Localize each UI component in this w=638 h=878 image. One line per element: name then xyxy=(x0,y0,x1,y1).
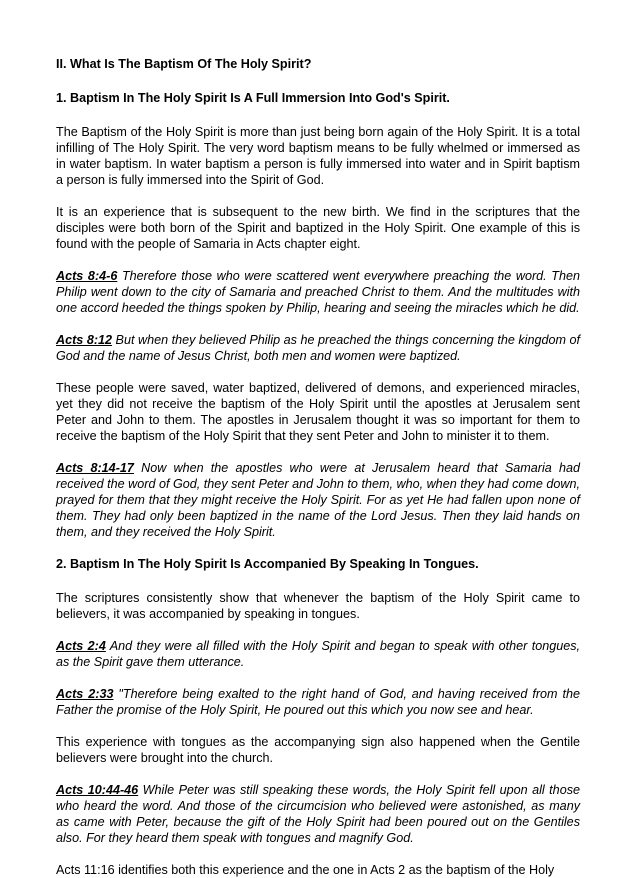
paragraph-baptism-definition: The Baptism of the Holy Spirit is more than just being born again of the Holy Spirit. It is a total infilling of The Holy Spirit. The very word baptism means to be fully whelmed or immersed as in water baptism. In water baptism a person is fully immersed into water and in Spirit baptism a person is fully immersed into the Spirit of God. xyxy=(56,125,580,187)
scripture-quote-acts-8-4 xyxy=(56,268,580,316)
paragraph-acts-11-16: Acts 11:16 identifies both this experience and the one in Acts 2 as the baptism of the Holy xyxy=(56,863,555,877)
scripture-quote-acts-10-44 xyxy=(56,782,580,846)
scripture-text: Therefore those who were scattered went everywhere preaching the word. Then Philip went down to the city of Samaria and preached Christ to them. And the multitudes with one accord heeded the things spoken by Philip, hearing and seeing the miracles which he did. xyxy=(56,269,580,315)
scripture-text: While Peter was still speaking these words, the Holy Spirit fell upon all those who heard the word. And those of the circumcision who believed were astonished, as many as came with Peter, because the gift of the Holy Spirit had been poured out on the Gentiles also. For they heard them speak with tongues and magnify God. xyxy=(56,783,580,845)
paragraph-tongues: The scriptures consistently show that whenever the baptism of the Holy Spirit came to believers, it was accompanied by speaking in tongues. xyxy=(56,591,580,621)
scripture-reference: Acts 8:4-6 xyxy=(56,269,118,283)
scripture-text: "Therefore being exalted to the right hand of God, and having received from the Father the promise of the Holy Spirit, He poured out this which you now see and hear. xyxy=(56,687,580,717)
scripture-quote-acts-8-12 xyxy=(56,332,580,364)
paragraph-samaria: These people were saved, water baptized, delivered of demons, and experienced miracles, yet they did not receive the baptism of the Holy Spirit until the apostles at Jerusalem sent Peter and John to them. The apostles in Jerusalem thought it was so important for them to receive the baptism of the Holy Spirit that they sent Peter and John to minister it to them. xyxy=(56,381,580,443)
scripture-text: Now when the apostles who were at Jerusalem heard that Samaria had received the word of God, they sent Peter and John to them, who, when they had come down, prayed for them that they might receive the Holy Spirit. For as yet He had fallen upon none of them. They had only been baptized in the name of the Lord Jesus. Then they laid hands on them, and they received the Holy Spirit. xyxy=(56,461,580,539)
scripture-quote-acts-8-14 xyxy=(56,460,580,540)
scripture-reference: Acts 8:14-17 xyxy=(56,461,134,475)
point-2-heading: 2. Baptism In The Holy Spirit Is Accompanied By Speaking In Tongues. xyxy=(56,557,479,571)
section-title: II. What Is The Baptism Of The Holy Spirit? xyxy=(56,57,312,71)
scripture-reference: Acts 2:33 xyxy=(56,687,114,701)
scripture-text: And they were all filled with the Holy Spirit and began to speak with other tongues, as the Spirit gave them utterance. xyxy=(56,639,581,669)
scripture-quote-acts-2-33 xyxy=(56,686,580,718)
scripture-text: But when they believed Philip as he preached the things concerning the kingdom of God and the name of Jesus Christ, both men and women were baptized. xyxy=(56,333,580,363)
scripture-reference: Acts 2:4 xyxy=(56,639,106,653)
scripture-reference: Acts 10:44-46 xyxy=(56,783,139,797)
paragraph-subsequent-experience: It is an experience that is subsequent to the new birth. We find in the scriptures that the disciples were both born of the Spirit and baptized in the Holy Spirit. One example of this is found with the people of Samaria in Acts chapter eight. xyxy=(56,205,580,251)
point-1-heading: 1. Baptism In The Holy Spirit Is A Full Immersion Into God's Spirit. xyxy=(56,91,450,105)
scripture-reference: Acts 8:12 xyxy=(56,333,113,347)
scripture-quote-acts-2-4 xyxy=(56,638,580,670)
paragraph-gentiles: This experience with tongues as the accompanying sign also happened when the Gentile believers were brought into the church. xyxy=(56,735,580,765)
